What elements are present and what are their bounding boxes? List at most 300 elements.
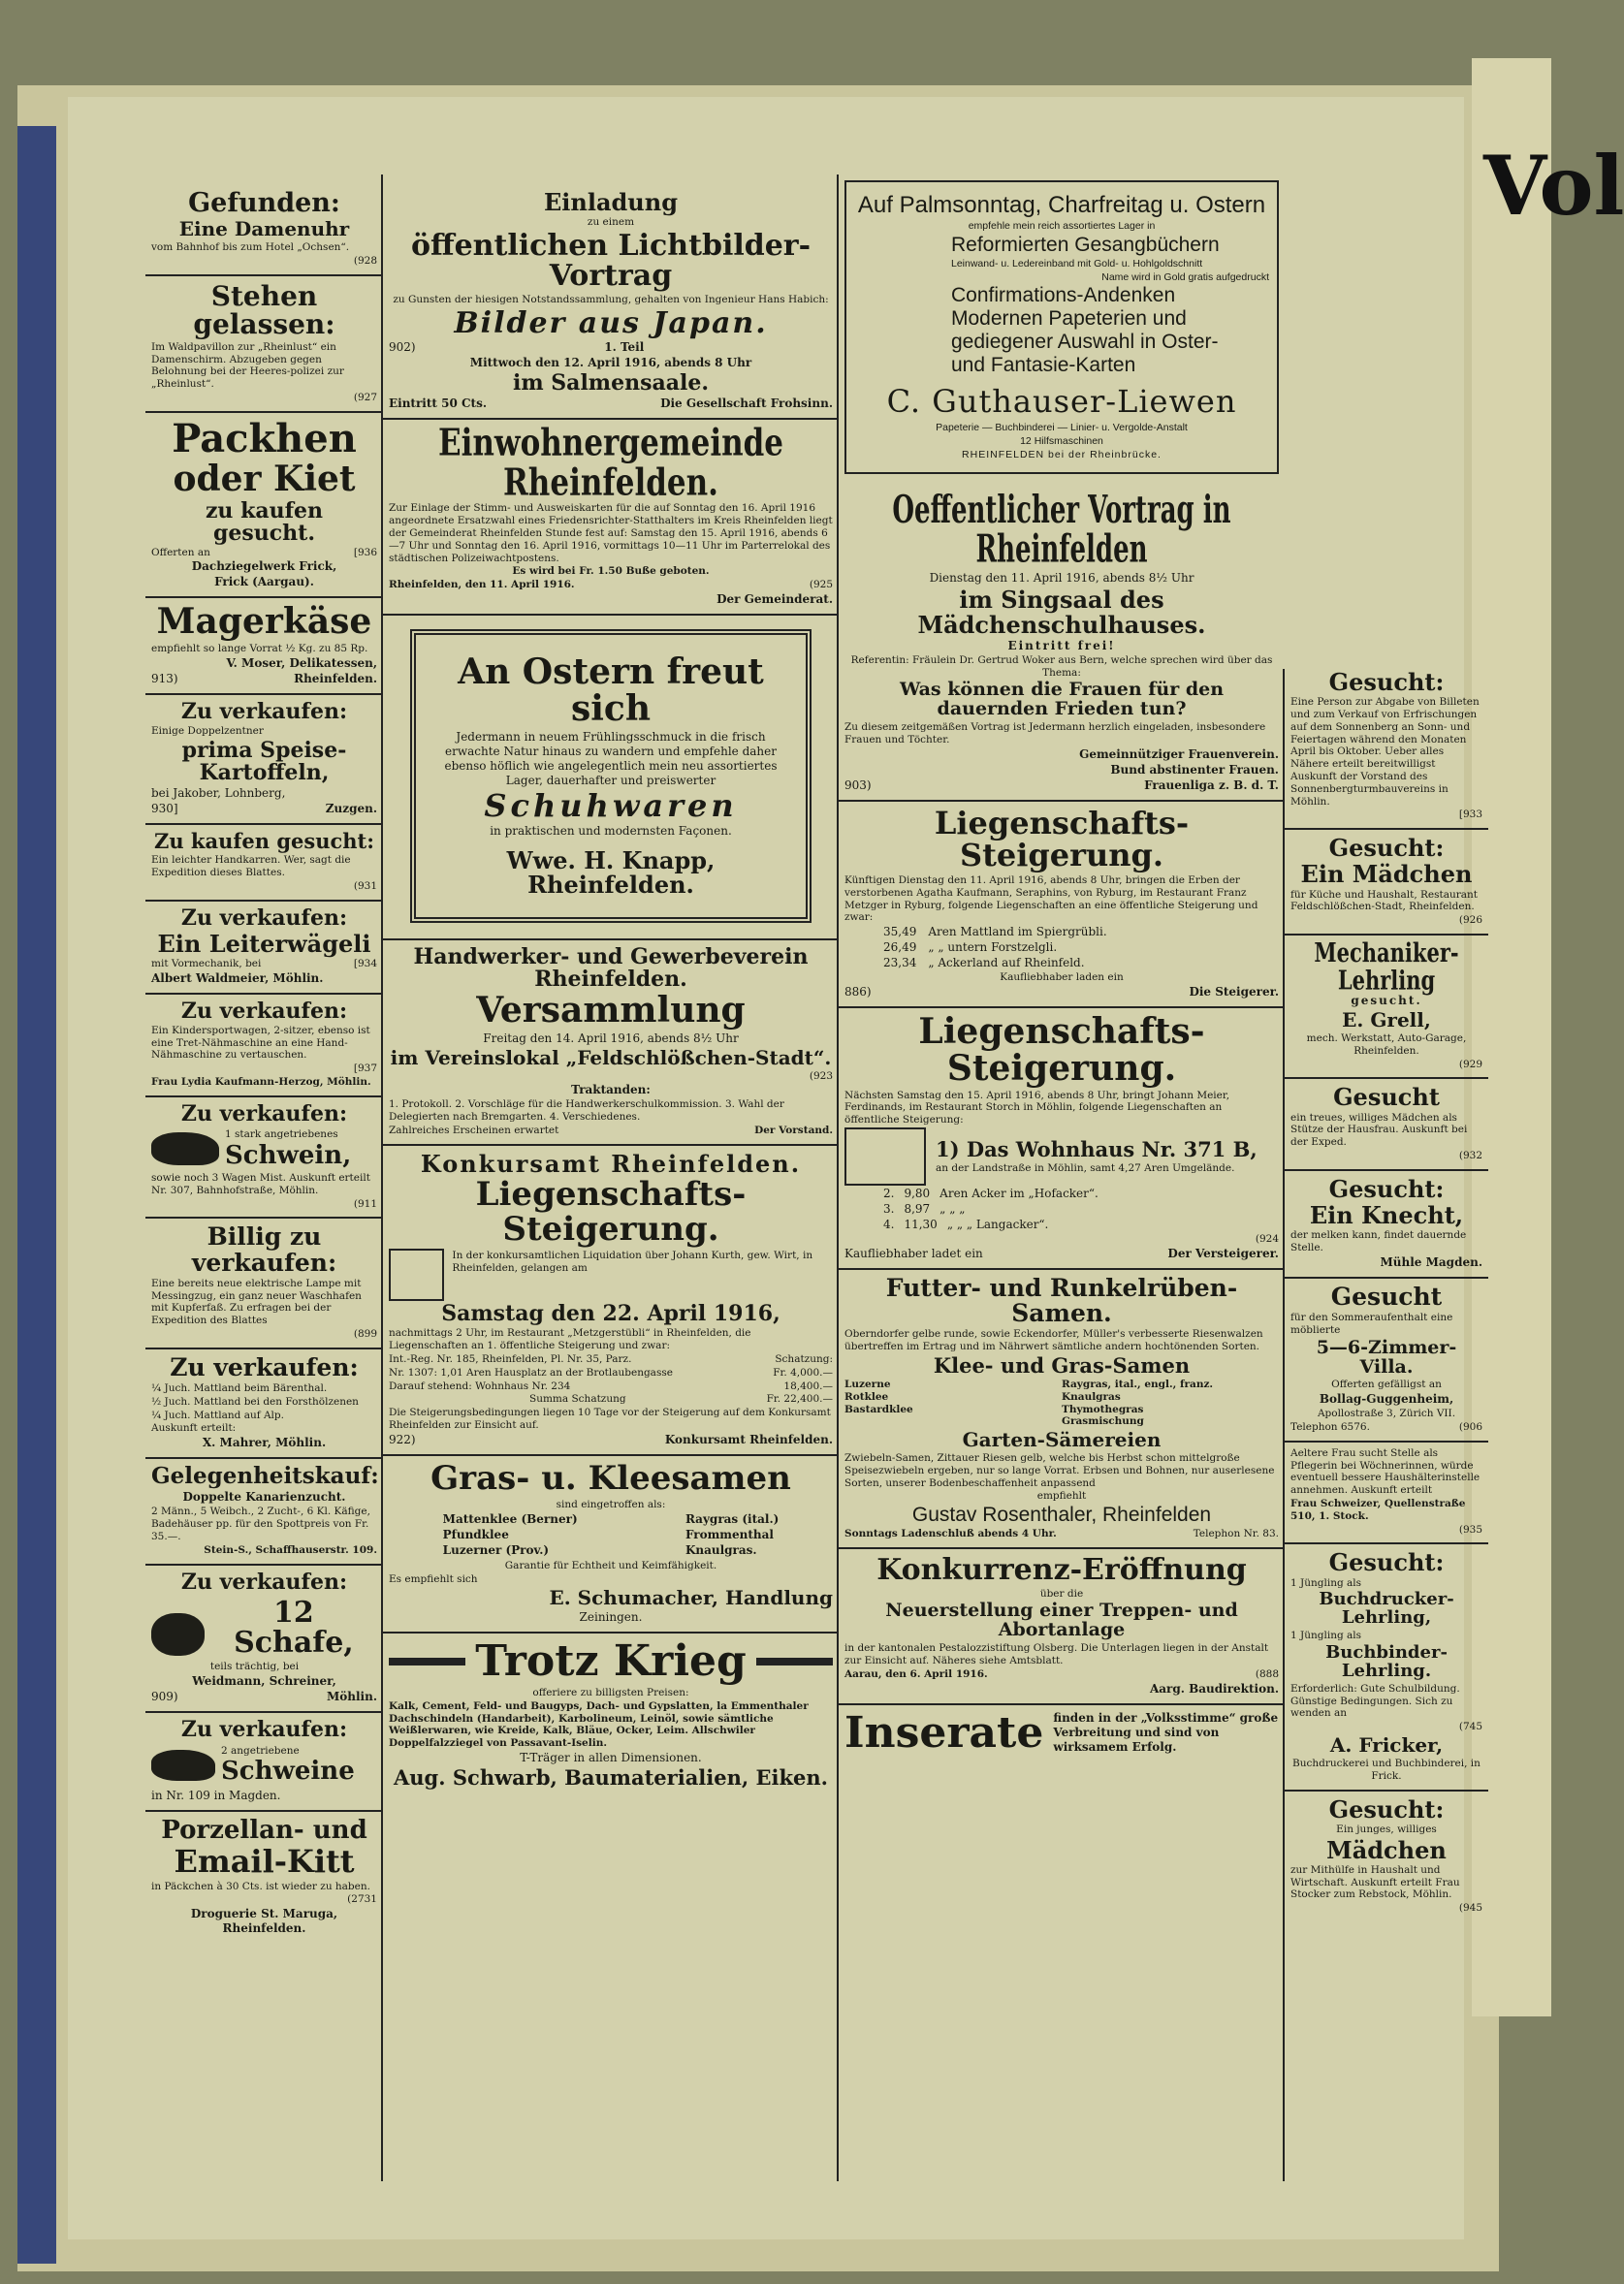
list-item: Mattenklee (Berner) [442,1512,578,1527]
ad-text-2: nachmittags 2 Uhr, im Restaurant „Metzgerstübli“ in Rheinfelden, die Liegenschaften an 1. öffentliche Steigerung und zwar: [389,1327,751,1352]
ad-place: Buchdruckerei und Buchbinderei, in Frick. [1292,1757,1481,1782]
ad-title: Inserate [844,1707,1044,1758]
ad-subtitle: sind eingetroffen als: [556,1498,666,1510]
ad-highlight: Buchdrucker-Lehrling, [1319,1589,1454,1629]
ad-place: Rheinfelden, den 11. April 1916. [389,579,575,591]
ad-number: (923 [809,1069,833,1082]
estimate-value: 18,400.— [783,1380,833,1392]
list-item: ½ Juch. Mattland bei den Forsthölzenen [151,1395,359,1408]
ad-text: Kalk, Cement, Feld- und Baugyps, Dach- und Gypslatten, la Emmenthaler Dachschindeln (Handarbeit), Karbolineum, Leinöl, sowie sämtliche Weißlerwaren, wie Kreide, Kalk, Bläue, Ocker, Leim. Allschwiler Doppelfalzziegel von Passavant-Iselin. [389,1699,809,1750]
list-item: Bastardklee [844,1403,913,1415]
ad-subtitle: offeriere zu billigsten Preisen: [532,1687,689,1699]
house-illustration [844,1127,926,1186]
ad-text-3: empfiehlt [1036,1490,1087,1503]
ad-kindersportwagen [145,995,383,1097]
ad-oeffentlicher-vortrag [839,488,1285,802]
ad-place: Zeiningen. [579,1609,643,1624]
ad-text: mit Vormechanik, bei [151,957,262,969]
list-item: Knaulgras [1062,1390,1121,1403]
estimate-line: Nr. 1307: 1,01 Aren Hausplatz an der Brotlaubengasse [389,1366,673,1379]
ad-date: Dienstag den 11. April 1916, abends 8½ Uhr [929,571,1194,586]
list-item [844,1415,1062,1428]
ad-highlight: Schwein, [225,1140,352,1170]
ad-title: Oeffentlicher Vortrag in Rheinfelden [892,489,1231,573]
ad-title: Gesucht [1333,1083,1440,1112]
table-cell: „ „ „ Langacker“. [946,1217,1049,1231]
sheep-icon [151,1613,205,1656]
ad-place: im Singsaal des Mädchenschulhauses. [917,586,1206,639]
ad-title: Zu verkaufen: [180,904,348,931]
ad-text: Eine bereits neue elektrische Lampe mit Messingzug, ein ganz neuer Waschhafen mit Kupferfaß. Zu erfragen bei der Expedition des Blattes [151,1277,362,1327]
ad-highlight: Neuerstellung einer Treppen- und Abortanlage [885,1600,1238,1641]
ad-title: Zu verkaufen: [180,1569,348,1595]
ad-title: Handwerker- und Gewerbeverein Rheinfelden. [413,943,809,992]
ad-lehrlinge [1285,1544,1488,1791]
pig-icon [151,1750,215,1781]
ad-firm-line: RHEINFELDEN bei der Rheinbrücke. [962,448,1162,460]
ad-text: der melken kann, findet dauernde Stelle. [1290,1229,1467,1253]
ad-gelegenheitskauf [145,1459,383,1565]
ad-title: Futter- und Runkelrüben-Samen. [885,1273,1238,1328]
ad-text: Einige Doppelzentner [151,725,264,738]
ad-title: Billig zu verkaufen: [191,1222,337,1277]
ad-line: Reformierten Gesangbüchern [951,233,1220,256]
ad-number: 909) [151,1690,178,1704]
ad-leiterwaegeli [145,902,383,995]
ad-number: [936 [353,546,377,558]
ad-text-2: Kaufliebhaber ladet ein [844,1246,983,1260]
ad-number: (2731 [347,1893,377,1906]
ad-title: Gesucht: [1328,1174,1445,1203]
ad-highlight: öffentlichen Lichtbilder-Vortrag [410,228,812,294]
ad-line: gediegener Auswahl in Oster- [951,331,1219,354]
ad-highlight: Ein Mädchen [1300,860,1473,889]
ad-text: für Küche und Haushalt, Restaurant Feldschlößchen-Stadt, Rheinfelden. [1290,888,1479,913]
ad-handkarren [145,825,383,901]
ad-subtitle: zu kaufen gesucht. [205,497,324,546]
ad-signature: Stein-S., Schaffhauserstr. 109. [204,1543,377,1556]
ad-text: Garantie für Echtheit und Keimfähigkeit. [504,1560,717,1572]
ad-text: Offerten an [151,546,210,558]
ad-signature: Albert Waldmeier, Möhlin. [151,970,324,985]
ad-signature: Frau Schweizer, Quellenstraße 510, 1. Stock. [1290,1498,1466,1522]
ad-highlight: prima Speise-Kartoffeln, [181,737,347,786]
ad-guthauser-liewen [844,180,1279,474]
ad-subtitle: über die [1039,1587,1084,1600]
ad-place: Zuzgen. [325,802,377,816]
ad-text: Nächsten Samstag den 15. April 1916, abends 8 Uhr, bringt Johann Meier, Ferdinands, im Restaurant Storch in Möhlin, folgende Liegenschaften an öffentliche Steigerung: [844,1089,1230,1126]
ad-highlight: 12 Schafe, [234,1595,354,1661]
ad-number: (888 [1255,1667,1279,1680]
ad-konkursamt [383,1146,839,1456]
ad-text: Ein Kindersportwagen, 2-sitzer, ebenso ist eine Tret-Nähmaschine an eine Hand-Nähmaschine zu vertauschen. [151,1024,370,1062]
ad-gesucht-junges-maedchen [1285,1792,1488,1921]
table-cell: 4. [883,1217,895,1231]
list-item: Knaulgras. [685,1543,757,1558]
ad-title: Zu kaufen gesucht: [154,829,374,854]
ad-gefunden [145,184,383,276]
ad-signature: Die Gesellschaft Frohsinn. [660,397,833,411]
table-row [883,925,1279,939]
ad-text-2: in Nr. 109 in Magden. [151,1788,281,1802]
ad-place: im Vereinslokal „Feldschlößchen-Stadt“. [390,1045,832,1069]
ad-signature: Droguerie St. Maruga, Rheinfelden. [190,1907,338,1936]
ad-number: (928 [353,255,377,268]
ad-einwohnergemeinde [383,420,839,616]
next-page-headline: Vol [1483,138,1624,234]
ad-trotz-krieg [383,1634,839,1796]
ad-title: Zu verkaufen: [170,1352,359,1381]
table-cell: „ Ackerland auf Rheinfeld. [928,956,1085,970]
ad-text: 1. Protokoll. 2. Vorschläge für die Handwerkerschulkommission. 3. Wahl der Delegierten nach Bremgarten. 4. Verschiedenes. [389,1098,784,1124]
ad-text-2: Es empfiehlt sich [389,1573,478,1586]
ad-signature: Aarg. Baudirektion. [1149,1681,1279,1696]
ad-subtitle: Traktanden: [571,1083,651,1097]
ad-text: Zur Einlage der Stimm- und Ausweiskarten für die auf Sonntag den 16. April 1916 angeordnete Ersatzwahl eines Friedensrichter-Statthalters im Kreis Rheinfelden liegt der Gemeinderat Rheinfelden Stunde fest auf: Samstag den 15. April 1916, abends 6—7 Uhr und Sonntag den 16. April 1916, vormittags 10—11 Uhr im Parterrelokal des städtischen Polizeiwachtpostens. [389,502,833,564]
ad-subtitle: gesucht. [1351,994,1422,1008]
decorative-rule [756,1658,833,1665]
ad-magerkaese [145,598,383,695]
ad-text: Aeltere Frau sucht Stelle als Pflegerin bei Wöchnerinnen, würde eventuell bessere Haushälterinstelle annehmen. Auskunft erteilt [1290,1446,1481,1497]
ad-title: Gras- u. Kleesamen [430,1458,791,1498]
ad-gewerbeverein [383,940,839,1146]
ad-signature: Der Versteigerer. [1167,1246,1279,1260]
ad-number: (935 [1458,1523,1482,1536]
ad-aeltere-frau [1285,1443,1488,1545]
estimate-value: Fr. 4,000.— [773,1366,833,1379]
table-cell: 11,30 [904,1217,938,1231]
ad-number: 902) [389,340,416,355]
ad-text: 1 stark angetriebenes [225,1127,338,1140]
ad-subtitle: empfehle mein reich assortiertes Lager in [968,220,1156,232]
table-cell: Aren Mattland im Spiergrübli. [928,925,1107,939]
ad-highlight: Versammlung [476,989,746,1031]
column-1 [145,184,383,1943]
ad-text: Ein junges, williges [1336,1823,1437,1835]
list-item: Luzerne [844,1378,891,1390]
estimate-sum: Fr. 22,400.— [766,1393,833,1406]
ad-highlight: Liegenschafts-Steigerung. [475,1174,747,1249]
ad-title-2: Bilder aus Japan. [454,305,768,340]
ad-title: Zu verkaufen: [180,1100,348,1126]
ad-highlight: 5—6-Zimmer-Villa. [1316,1336,1457,1378]
ad-number: [937 [353,1063,377,1075]
ad-telephone: Telephon Nr. 83. [1193,1528,1279,1540]
ad-part: 1. Teil [604,340,645,355]
estimate-line: Darauf stehend: Wohnhaus Nr. 234 [389,1380,571,1392]
ad-entry: Eintritt 50 Cts. [389,397,488,411]
ad-highlight: Ein Knecht, [1309,1200,1464,1229]
ad-title: Porzellan- und [161,1815,367,1845]
ad-line-note: Name wird in Gold gratis aufgedruckt [1101,270,1269,283]
ad-text-2: Zwiebeln-Samen, Zittauer Riesen gelb, welche bis Herbst schon mittelgroße Speisezwiebeln ergeben, nur so lange Vorrat. Erbsen und Bohnen, nur auserlesene Sorten, unserer Bodenbeschaffenheit anpassend [844,1452,1275,1489]
ad-line: und Fantasie-Karten [951,354,1136,377]
ad-text: Oberndorfer gelbe runde, sowie Eckendorfer, Müller's verbesserte Riesenwalzen übertreffen im Ertrag und im Nährwert sämtliche andern hochtönenden Sorten. [844,1328,1263,1353]
ad-place: Möhlin. [326,1690,377,1704]
table-cell: 3. [883,1201,895,1216]
ad-telephone: Telephon 6576. [1290,1421,1370,1434]
ad-text: für den Sommeraufenthalt eine möblierte [1290,1312,1453,1336]
ad-title: Gesucht: [1328,668,1445,696]
ad-line-sub: Leinwand- u. Ledereinband mit Gold- u. Hohlgoldschnitt [951,257,1203,270]
binding-strip [17,126,56,2264]
ad-kartoffeln [145,695,383,825]
ad-number: (924 [1255,1232,1279,1245]
ad-mattland [145,1349,383,1459]
ad-title: Zu verkaufen: [180,699,348,725]
ad-number: (945 [1458,1902,1482,1915]
table-row [883,1218,1279,1232]
ad-subtitle: Eine Damenuhr [178,217,350,241]
table-row [883,1202,1279,1217]
ad-title: Gesucht [1330,1282,1443,1311]
ad-signature: A. Fricker, [1329,1732,1444,1757]
ad-porzellan-kitt [145,1812,383,1943]
ad-inserate [839,1705,1285,1761]
ad-firm-line: 12 Hilfsmaschinen [1020,435,1103,448]
ad-title-2: Email-Kitt [174,1842,355,1880]
ad-number: (745 [1458,1721,1482,1733]
ad-text: in Päckchen à 30 Cts. ist wieder zu haben. [151,1880,370,1892]
ad-text-2: zur Mithülfe in Haushalt und Wirtschaft. Auskunft erteilt Frau Stocker zum Rebstock, Möhlin. [1290,1863,1460,1901]
ad-place: Rheinfelden. [294,672,377,686]
ad-number: (906 [1458,1421,1482,1434]
ad-text: ein treues, williges Mädchen als Stütze der Hausfrau. Auskunft bei der Exped. [1290,1111,1468,1149]
ad-text: mech. Werkstatt, Auto-Garage, Rheinfelden. [1306,1032,1467,1057]
ad-gesucht-person [1285,664,1488,830]
ornamental-frame [410,629,812,923]
ad-liegenschaft-ryburg [839,802,1285,1008]
ad-text: empfiehlt so lange Vorrat ½ Kg. zu 85 Rp. [151,643,368,655]
ad-text-2: 1 Jüngling als [1290,1630,1362,1642]
ad-schwein [145,1097,383,1220]
ad-number: 922) [389,1432,416,1446]
ad-signature: Der Vorstand. [754,1124,833,1136]
ad-title: Trotz Krieg [475,1635,747,1686]
ad-text: Künftigen Dienstag den 11. April 1916, abends 8 Uhr, bringen die Erben der verstorbenen Agatha Kaufmann, Seraphins, von Ryburg, im Restaurant Franz Metzger in Ryburg, folgende Liegenschaften an eine öffentliche Steigerung und zwar: [844,874,1258,924]
ad-item: 1) Das Wohnhaus Nr. 371 B, [936,1137,1258,1162]
ad-number: (927 [353,391,377,403]
table-row [883,956,1279,970]
ad-theme: Was können die Frauen für den dauernden Frieden tun? [899,679,1225,720]
ad-address: Apollostraße 3, Zürich VII. [1317,1408,1456,1420]
ad-text: 1 Jüngling als [1290,1576,1362,1589]
ad-line: Modernen Papeterien und [951,307,1187,331]
ad-text: teils trächtig, bei [209,1660,300,1672]
ad-title: Stehen gelassen: [193,279,335,341]
ad-title: Einladung [544,188,678,216]
list-item: Raygras, ital., engl., franz. [1062,1378,1214,1390]
house-illustration [389,1249,444,1301]
ad-text: vom Bahnhof bis zum Hotel „Ochsen“. [151,241,350,254]
ad-subtitle: Klee- und Gras-Samen [933,1352,1191,1378]
ad-title: Liegenschafts-Steigerung. [934,804,1190,874]
table-cell: „ „ „ [939,1201,966,1216]
list-item: Frommenthal [685,1528,774,1542]
ad-signature: E. Grell, [1342,1008,1431,1032]
ad-subtitle-2: Garten-Sämereien [962,1428,1162,1452]
table-cell: 35,49 [883,925,917,939]
estimate-sum-label: Summa Schatzung [529,1393,626,1406]
ad-line: Confirmations-Andenken [951,284,1176,307]
ad-title: An Ostern freut sich [458,651,764,729]
ad-text-2: Offerten gefälligst an [1331,1379,1442,1391]
ad-text: Ein leichter Handkarren. Wer, sagt die Expedition dieses Blattes. [151,854,351,878]
ad-fine: Sonntags Ladenschluß abends 4 Uhr. [844,1528,1057,1540]
ad-number: (931 [353,879,377,892]
ad-signature: E. Schumacher, Handlung [549,1585,833,1609]
ad-liegenschaft-moehlin [839,1008,1285,1270]
ad-number: 903) [844,777,872,792]
ad-text: Eine Person zur Abgabe von Billeten und zum Verkauf von Erfrischungen auf dem Sonnenberg an Sonn- und Feiertagen während den Monaten April bis Oktober. Ueber alles Nähere erteilt bereitwilligst Auskunft der Vorstand des Sonnenbergturmbauvereins in Möhlin. [1290,696,1480,808]
list-item: Thymothegras [1062,1403,1144,1415]
list-item: Rotklee [844,1390,889,1403]
ad-signature: Gemeinnütziger Frauenverein. [1079,746,1279,761]
ad-place: im Salmensaale. [513,370,709,397]
table-row [883,940,1279,955]
ad-title: Gesucht: [1328,1548,1445,1577]
ad-place: Frick (Aargau). [214,575,314,589]
list-item: ¼ Juch. Mattland auf Alp. [151,1409,284,1421]
ad-text-3: Int.-Reg. Nr. 185, Rheinfelden, Pl. Nr. 35, Parz. [389,1353,632,1366]
ad-text-3: Erforderlich: Gute Schulbildung. Günstige Bedingungen. Sich zu wenden an [1290,1682,1460,1720]
ad-title: Gefunden: [188,188,340,218]
ad-subtitle: Doppelte Kanarienzucht. [182,1490,346,1505]
ad-title: Liegenschafts-Steigerung. [918,1010,1205,1089]
ad-date: Aarau, den 6. April 1916. [844,1667,988,1680]
table-cell: 2. [883,1186,895,1200]
ad-text-2: sowie noch 3 Wagen Mist. Auskunft erteilt Nr. 307, Bahnhofstraße, Möhlin. [151,1171,370,1196]
ad-number: (926 [1458,914,1482,927]
ad-text-2: in praktischen und modernsten Façonen. [490,824,732,839]
ad-text: In der konkursamtlichen Liquidation über Johann Kurth, gew. Wirt, in Rheinfelden, gelangen am [452,1250,813,1275]
decorative-rule [389,1658,465,1665]
ad-subtitle: zu einem [587,216,635,229]
ad-gesucht-maedchen [1285,830,1488,936]
ad-number: [933 [1458,809,1482,821]
column-2 [383,184,839,1796]
list-item: Raygras (ital.) [685,1512,780,1527]
ad-text-2: Zahlreiches Erscheinen erwartet [389,1124,559,1136]
ad-title: Zu verkaufen: [180,998,348,1024]
ad-grassamen [383,1456,839,1634]
ad-number: (899 [353,1328,377,1341]
ad-konkurrenz [839,1549,1285,1705]
ad-title: Auf Palmsonntag, Charfreitag u. Ostern [857,192,1266,218]
ad-firm: C. Guthauser-Liewen [886,383,1237,421]
ad-title: Gelegenheitskauf: [151,1463,379,1490]
ad-text-4: Die Steigerungsbedingungen liegen 10 Tage vor der Steigerung auf dem Konkursamt Rheinfelden zur Einsicht auf. [389,1407,831,1432]
ad-text-2: Kaufliebhaber laden ein [1000,971,1124,984]
ad-signature: Bollag-Guggenheim, [1319,1392,1454,1407]
ad-title: Magerkäse [156,601,372,643]
ad-date: Samstag den 22. April 1916, [441,1301,780,1327]
table-cell: 8,97 [904,1201,931,1216]
table-cell: „ „ untern Forstzelgli. [928,940,1058,955]
ad-title: Konkursamt Rheinfelden. [420,1149,802,1178]
ad-signature: Frau Lydia Kaufmann-Herzog, Möhlin. [151,1075,371,1088]
ad-number: (932 [1458,1149,1482,1161]
column-4 [1285,664,1488,1921]
list-item: Luzerner (Prov.) [442,1543,550,1558]
ad-title: Einwohnergemeinde Rheinfelden. [437,421,784,505]
ad-signature: Dachziegelwerk Frick, [191,559,337,574]
ad-highlight: Schweine [221,1757,355,1787]
ad-signature: Weidmann, Schreiner, [192,1674,336,1689]
table-cell: 26,49 [883,940,917,955]
ad-highlight: Schuhwaren [484,786,738,824]
table-cell: 23,34 [883,956,917,970]
ad-number: 886) [844,984,872,999]
list-item: Grasmischung [1062,1415,1144,1428]
ad-title: Gesucht: [1328,1794,1445,1824]
ad-text-2: Zu diesem zeitgemäßen Vortrag ist Jedermann herzlich eingeladen, insbesondere Frauen und Töchter. [844,721,1266,746]
ad-ostern-schuhwaren [383,616,839,940]
ad-title: Mechaniker-Lehrling [1314,936,1459,996]
ad-title: Zu verkaufen: [180,1717,348,1743]
ad-signature: Die Steigerer. [1189,984,1279,999]
ad-futter-samen [839,1270,1285,1549]
ad-title-2: oder Kiet [173,458,356,499]
ad-highlight-2: Buchbinder-Lehrling. [1325,1642,1448,1681]
list-item: Pfundklee [442,1528,509,1542]
ad-title: Gesucht: [1328,834,1445,863]
ad-stehen-gelassen [145,276,383,413]
ad-estimate-label: Schatzung: [775,1353,833,1366]
ad-number: 930] [151,802,178,816]
ad-signature: Der Gemeinderat. [716,592,833,607]
table-row [883,1187,1279,1201]
ad-text: 2 angetriebene [221,1744,300,1757]
list-item: ¼ Juch. Mattland beim Bärenthal. [151,1382,328,1395]
ad-billig [145,1219,383,1348]
ad-item-text: an der Landstraße in Möhlin, samt 4,27 Aren Umgelände. [936,1162,1235,1175]
ad-text-2: T-Träger in allen Dimensionen. [520,1751,702,1765]
ad-firm-line: Papeterie — Buchbinderei — Linier- u. Vergolde-Anstalt [936,422,1188,434]
ad-schweine [145,1713,383,1811]
ad-fine: Es wird bei Fr. 1.50 Buße geboten. [512,565,710,578]
ad-text: Auskunft erteilt: [151,1422,237,1435]
ad-number: 913) [151,672,178,686]
ad-text: 2 Männ., 5 Weibch., 2 Zucht-, 6 Kl. Käfige, Badehäuser pp. für den Spottpreis von Fr. 35.—. [151,1506,370,1542]
ad-date: Mittwoch den 12. April 1916, abends 8 Uhr [469,356,752,370]
ad-text: finden in der „Volksstimme“ große Verbreitung und sind von wirksamem Erfolg. [1053,1711,1279,1755]
ad-text: Im Waldpavillon zur „Rheinlust“ ein Damenschirm. Abzugeben gegen Belohnung bei der Heeres-polizei zur „Rheinlust“. [151,340,344,391]
ad-number: (929 [1458,1058,1482,1070]
ad-text: in der kantonalen Pestalozzistiftung Olsberg. Die Unterlagen liegen in der Anstalt zur Einsicht auf. Näheres siehe Amtsblatt. [844,1642,1269,1667]
ad-number: (925 [809,579,833,591]
ad-signature: Konkursamt Rheinfelden. [664,1432,833,1446]
ad-text: zu Gunsten der hiesigen Notstandssammlung, gehalten von Ingenieur Hans Habich: [393,293,829,305]
table-cell: 9,80 [904,1186,931,1200]
ad-gesucht-stuetze [1285,1079,1488,1170]
ad-signature: Aug. Schwarb, Baumaterialien, Eiken. [394,1765,828,1791]
ad-number: (911 [353,1197,377,1210]
ad-packhen [145,413,383,599]
table-cell: Aren Acker im „Hofacker“. [939,1186,1099,1200]
ad-schafe [145,1566,383,1714]
ad-signature: Bund abstinenter Frauen. [1110,762,1279,777]
ad-signature: V. Moser, Delikatessen, [226,656,377,671]
ad-signature: Wwe. H. Knapp, Rheinfelden. [506,846,716,900]
ad-highlight: Ein Leiterwägeli [157,929,371,958]
ad-einladung-vortrag [383,184,839,420]
ad-number: [934 [353,957,377,969]
ad-entry: Eintritt frei! [1007,638,1116,652]
ad-highlight: Mädchen [1326,1835,1447,1864]
ad-signature: Frauenliga z. B. d. T. [1144,777,1279,792]
pig-icon [151,1132,219,1165]
